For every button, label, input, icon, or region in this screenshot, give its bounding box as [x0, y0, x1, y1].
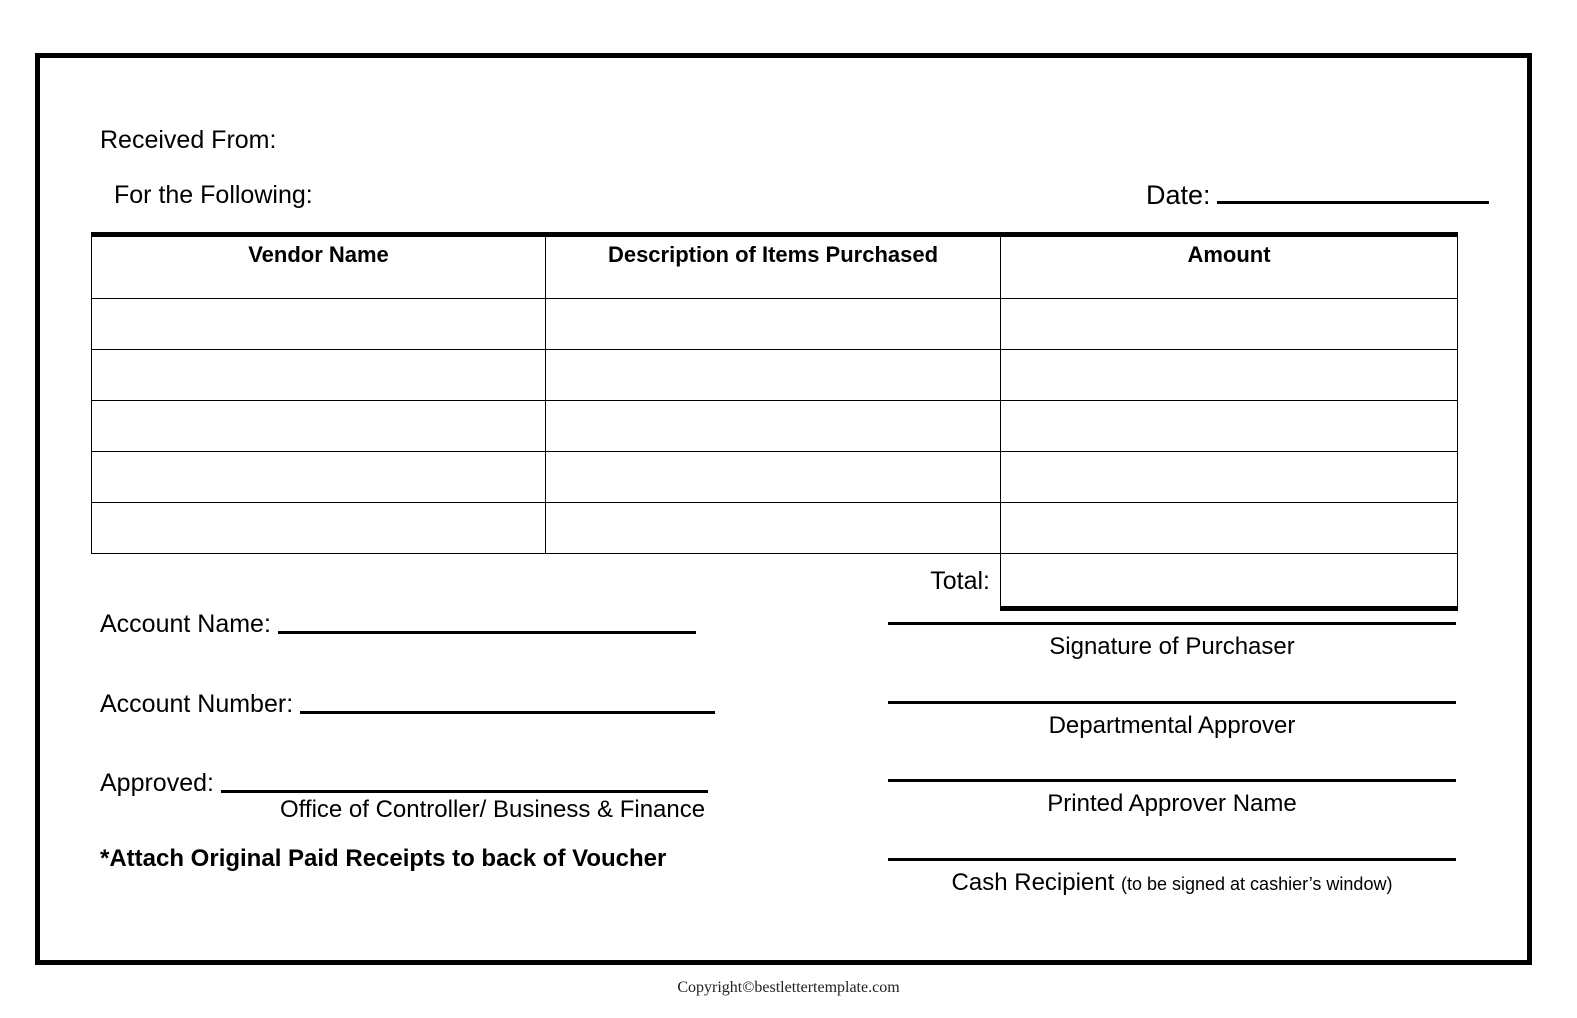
account-name-field — [100, 610, 696, 639]
signature-purchaser-caption: Signature of Purchaser — [1049, 633, 1295, 660]
total-amount-cell[interactable] — [1001, 554, 1458, 609]
cash-recipient-block — [888, 858, 1456, 897]
approved-label: Approved: — [100, 769, 214, 797]
cell-amount[interactable] — [1001, 401, 1458, 452]
cell-description[interactable] — [546, 350, 1001, 401]
table-row — [92, 452, 1458, 503]
attach-receipts-note: *Attach Original Paid Receipts to back of Voucher — [100, 845, 667, 872]
date-input-line[interactable] — [1217, 200, 1489, 204]
date-field — [1146, 182, 1489, 209]
cell-description[interactable] — [546, 503, 1001, 554]
cell-description[interactable] — [546, 299, 1001, 350]
printed-approver-name-block — [888, 779, 1456, 818]
account-name-label: Account Name: — [100, 610, 271, 638]
cell-description[interactable] — [546, 401, 1001, 452]
copyright-footer: Copyright©bestlettertemplate.com — [677, 979, 900, 996]
date-label: Date: — [1146, 180, 1211, 210]
cell-vendor-name[interactable] — [92, 503, 546, 554]
cash-recipient-label: Cash Recipient — [951, 869, 1115, 896]
table-row — [92, 401, 1458, 452]
account-number-field — [100, 690, 715, 719]
signature-departmental-approver-block — [888, 701, 1456, 740]
account-number-label: Account Number: — [100, 690, 294, 718]
signature-purchaser-block — [888, 622, 1456, 661]
total-row-spacer — [92, 554, 546, 609]
column-header-amount: Amount — [1001, 235, 1458, 299]
for-the-following-label: For the Following: — [114, 181, 313, 209]
cell-vendor-name[interactable] — [92, 350, 546, 401]
account-number-input-line[interactable] — [300, 710, 715, 714]
total-label: Total: — [930, 566, 990, 595]
cell-vendor-name[interactable] — [92, 299, 546, 350]
column-header-vendor-name: Vendor Name — [92, 235, 546, 299]
cell-vendor-name[interactable] — [92, 452, 546, 503]
column-header-description: Description of Items Purchased — [546, 235, 1001, 299]
table-row — [92, 350, 1458, 401]
approved-input-line[interactable] — [221, 789, 708, 793]
printed-approver-name-caption: Printed Approver Name — [1047, 790, 1297, 817]
signature-departmental-approver-caption: Departmental Approver — [1048, 712, 1296, 739]
cell-amount[interactable] — [1001, 452, 1458, 503]
cell-vendor-name[interactable] — [92, 401, 546, 452]
cell-amount[interactable] — [1001, 503, 1458, 554]
controller-office-caption: Office of Controller/ Business & Finance — [280, 796, 706, 823]
table-row — [92, 299, 1458, 350]
cell-amount[interactable] — [1001, 350, 1458, 401]
cash-recipient-note: (to be signed at cashier’s window) — [1120, 874, 1393, 894]
table-total-row — [92, 554, 1458, 609]
cash-recipient-caption — [888, 861, 1456, 897]
cell-amount[interactable] — [1001, 299, 1458, 350]
received-from-label: Received From: — [100, 126, 277, 154]
account-name-input-line[interactable] — [278, 630, 696, 634]
cell-description[interactable] — [546, 452, 1001, 503]
table-header-row — [92, 235, 1458, 299]
table-row — [92, 503, 1458, 554]
purchases-table — [91, 232, 1458, 611]
approved-field — [100, 769, 708, 798]
